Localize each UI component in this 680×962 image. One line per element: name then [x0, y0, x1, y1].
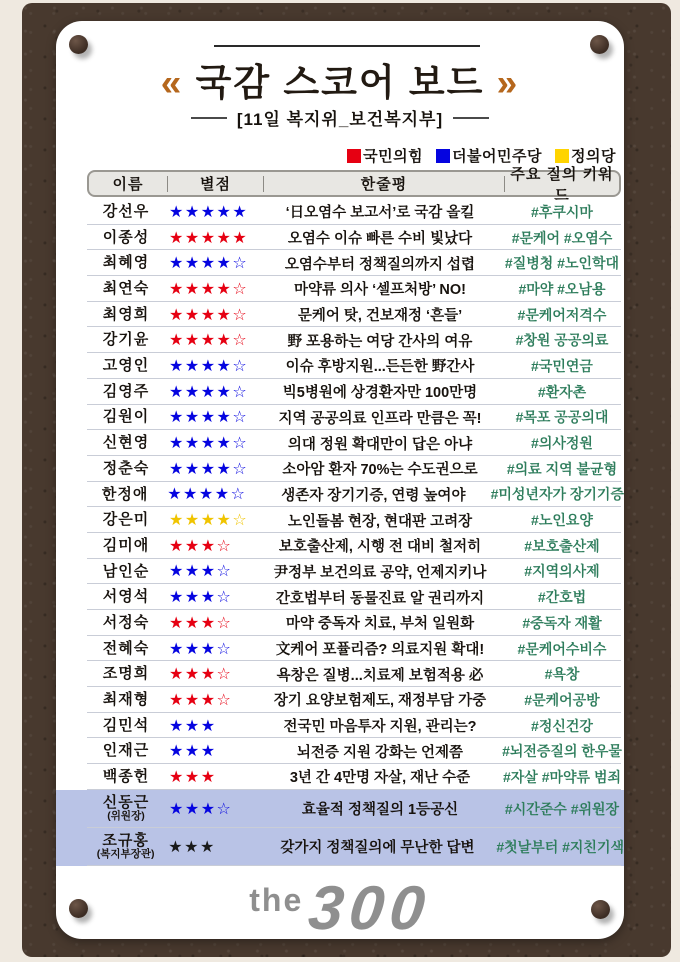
- table-row: [56, 636, 624, 662]
- table-row: [56, 379, 624, 405]
- filled-stars-icon: ★★★: [169, 640, 217, 658]
- filled-stars-icon: ★★★: [169, 768, 217, 786]
- page-title: [56, 52, 624, 106]
- member-name: 김원이: [102, 408, 150, 426]
- filled-stars-icon: ★★★★★: [169, 229, 249, 247]
- keyword-cell: #간호법: [537, 589, 587, 606]
- keyword-cell: #의료 지역 불균형: [506, 460, 618, 477]
- table-row: [56, 199, 624, 225]
- table-body: [56, 199, 624, 866]
- filled-stars-icon: ★★★: [169, 666, 217, 684]
- comment-cell: 효율적 정책질의 1등공신: [301, 802, 459, 819]
- member-name: 한정애: [101, 485, 149, 503]
- name-cell: [87, 358, 165, 374]
- member-name: 인재근: [102, 742, 150, 760]
- table-row: [56, 405, 624, 431]
- keyword-cell: #문케어저격수: [517, 306, 607, 323]
- comment-cell: 갖가지 정책질의에 무난한 답변: [280, 840, 475, 857]
- empty-star-icon: ☆: [232, 383, 249, 401]
- stars-cell: [164, 837, 258, 857]
- comment-cell: 욕창은 질병...치료제 보험적용 必: [276, 667, 484, 684]
- table-row: [56, 533, 624, 559]
- table-row: [56, 250, 624, 276]
- empty-star-icon: ☆: [232, 357, 249, 375]
- filled-stars-icon: ★★★★: [169, 357, 233, 375]
- empty-star-icon: ☆: [216, 589, 233, 607]
- name-cell: [87, 743, 165, 759]
- name-cell: [87, 641, 165, 657]
- table-row: [56, 507, 624, 533]
- member-name: 남인순: [102, 562, 150, 580]
- comment-cell: 尹정부 보건의료 공약, 언제지키나: [273, 564, 487, 581]
- keyword-cell: #후쿠시마: [531, 203, 593, 220]
- legend-label: 더불어민주당: [452, 148, 543, 165]
- legend-label: 국민의힘: [363, 148, 424, 165]
- empty-star-icon: ☆: [216, 640, 233, 658]
- comment-cell: 문케어 탓, 건보재정 ‘흔들’: [297, 308, 463, 325]
- logo-300-text: 300: [305, 874, 435, 943]
- comment-cell: 생존자 장기기증, 연령 높여야: [281, 487, 466, 504]
- empty-star-icon: ☆: [216, 691, 233, 709]
- push-pin-icon: [69, 899, 88, 918]
- filled-stars-icon: ★★★★: [169, 255, 233, 273]
- filled-stars-icon: ★★★★: [169, 512, 233, 530]
- red-square-icon: [347, 149, 361, 163]
- filled-stars-icon: ★★★: [169, 614, 217, 632]
- name-cell: [87, 769, 165, 785]
- paper-sheet: [56, 21, 624, 943]
- stars-cell: [165, 459, 260, 479]
- push-pin-icon: [591, 900, 610, 919]
- empty-star-icon: ☆: [232, 306, 249, 324]
- stars-cell: [165, 716, 260, 736]
- name-cell: [87, 461, 165, 477]
- member-name: 전혜숙: [102, 639, 150, 657]
- page-title-text: 국감 스코어 보드: [195, 62, 485, 103]
- member-name: 서정숙: [102, 613, 150, 631]
- push-pin-icon: [69, 35, 88, 54]
- table-row: [56, 430, 624, 456]
- keyword-cell: #문케어수비수: [517, 640, 607, 657]
- name-cell: [87, 666, 165, 682]
- member-role: (위원장): [107, 810, 145, 823]
- keyword-cell: #욕창: [544, 666, 580, 683]
- subtitle-left-dash: [191, 117, 227, 119]
- keyword-cell: #시간준수 #위원장: [504, 800, 620, 817]
- keyword-cell: #미성년자가 장기기증: [490, 486, 624, 503]
- name-cell: [87, 409, 165, 425]
- comment-cell: 文케어 포퓰리즘? 의료지원 확대!: [275, 642, 485, 659]
- keyword-cell: #노인요양: [531, 512, 593, 529]
- stars-cell: [165, 279, 260, 299]
- comment-cell: 노인돌봄 현장, 현대판 고려장: [287, 513, 473, 530]
- name-cell: [87, 512, 165, 528]
- filled-stars-icon: ★★★★: [169, 435, 233, 453]
- keyword-cell: #뇌전증질의 한우물: [502, 743, 622, 760]
- filled-stars-icon: ★★★★: [169, 409, 233, 427]
- keyword-cell: #지역의사제: [524, 563, 600, 580]
- name-cell: [87, 384, 165, 400]
- keyword-cell: #중독자 재활: [522, 614, 602, 631]
- stars-cell: [165, 690, 260, 710]
- table-row: [56, 482, 624, 508]
- keyword-cell: #정신건강: [531, 717, 593, 734]
- member-name: 최혜영: [102, 254, 150, 272]
- filled-stars-icon: ★★★: [169, 717, 217, 735]
- filled-stars-icon: ★★★: [169, 743, 217, 761]
- comment-cell: 오염수 이슈 빠른 수비 빛났다: [287, 231, 473, 248]
- member-name: 강선우: [102, 202, 150, 220]
- keyword-cell: #환자촌: [537, 383, 587, 400]
- stars-cell: [165, 741, 260, 761]
- member-name: 조명희: [102, 665, 150, 683]
- yellow-square-icon: [555, 149, 569, 163]
- comment-cell: 보호출산제, 시행 전 대비 철저히: [278, 539, 482, 556]
- filled-stars-icon: ★★★: [169, 537, 217, 555]
- comment-cell: 전국민 마음투자 지원, 관리는?: [283, 719, 477, 736]
- member-name: 서영석: [102, 588, 150, 606]
- table-row: [56, 302, 624, 328]
- name-cell: [87, 230, 165, 246]
- stars-cell: [163, 484, 256, 504]
- filled-stars-icon: ★★★★: [169, 306, 233, 324]
- table-row: [56, 687, 624, 713]
- stars-cell: [165, 330, 260, 350]
- table-row: [56, 828, 624, 866]
- empty-star-icon: ☆: [232, 280, 249, 298]
- stars-cell: [165, 305, 260, 325]
- empty-star-icon: ☆: [216, 800, 233, 818]
- filled-stars-icon: ★★★: [169, 563, 217, 581]
- stars-cell: [165, 767, 260, 787]
- filled-stars-icon: ★★★: [169, 691, 217, 709]
- header-keywords: 주요 질의 키워드: [510, 165, 614, 204]
- legend-item-party1: [347, 145, 423, 166]
- stars-cell: [165, 382, 260, 402]
- subtitle-right-dash: [453, 117, 489, 119]
- table-row: [56, 610, 624, 636]
- name-cell: [87, 833, 164, 860]
- comment-cell: 의대 정원 확대만이 답은 아냐: [287, 436, 473, 453]
- blue-square-icon: [436, 149, 450, 163]
- member-name: 조규홍: [102, 832, 149, 850]
- keyword-cell: #질병청 #노인학대: [504, 255, 620, 272]
- member-name: 강은미: [102, 511, 150, 529]
- keyword-cell: #문케어공방: [524, 691, 600, 708]
- stars-cell: [165, 664, 260, 684]
- stars-cell: [165, 202, 260, 222]
- comment-cell: 3년 간 4만명 자살, 재난 수준: [289, 770, 471, 787]
- member-name: 강기윤: [102, 331, 150, 349]
- table-row: [56, 661, 624, 687]
- name-cell: [87, 692, 165, 708]
- empty-star-icon: ☆: [232, 332, 249, 350]
- stars-cell: [165, 613, 260, 633]
- keyword-cell: #첫날부터 #지친기색: [496, 838, 624, 855]
- logo-the-text: the: [249, 882, 304, 918]
- member-name: 이종성: [102, 228, 150, 246]
- table-header: [87, 165, 621, 204]
- empty-star-icon: ☆: [216, 537, 233, 555]
- comment-cell: 오염수부터 정책질의까지 섭렵: [284, 256, 476, 273]
- table-row: [56, 584, 624, 610]
- keyword-cell: #마약 #오남용: [518, 280, 606, 297]
- comment-cell: 장기 요양보험제도, 재정부담 가중: [273, 693, 487, 710]
- comment-cell: 지역 공공의료 인프라 만큼은 꼭!: [278, 410, 482, 427]
- name-cell: [87, 538, 165, 554]
- empty-star-icon: ☆: [216, 666, 233, 684]
- name-cell: [87, 255, 165, 271]
- header-comment: 한줄평: [360, 176, 408, 193]
- keyword-cell: #의사정원: [531, 435, 593, 452]
- member-name: 최재형: [102, 691, 150, 709]
- empty-star-icon: ☆: [216, 614, 233, 632]
- keyword-cell: #목포 공공의대: [515, 409, 609, 426]
- filled-stars-icon: ★★★: [169, 589, 217, 607]
- empty-star-icon: ☆: [232, 409, 249, 427]
- filled-stars-icon: ★★★★★: [169, 203, 249, 221]
- title-top-rule: [214, 45, 480, 47]
- stars-cell: [165, 639, 260, 659]
- name-cell: [87, 718, 165, 734]
- table-row: [56, 790, 624, 828]
- name-cell: [87, 589, 165, 605]
- table-row: [56, 559, 624, 585]
- comment-cell: 마약 중독자 치료, 부처 일원화: [285, 616, 475, 633]
- right-guillemet-icon: »: [496, 62, 520, 103]
- member-name: 고영인: [102, 357, 150, 375]
- stars-cell: [165, 433, 260, 453]
- table-row: [56, 456, 624, 482]
- stars-cell: [165, 228, 260, 248]
- filled-stars-icon: ★★★★: [169, 460, 233, 478]
- stars-cell: [165, 536, 260, 556]
- subtitle-text: [11일 복지위_보건복지부]: [236, 110, 444, 129]
- stars-cell: [165, 253, 260, 273]
- member-name: 김영주: [102, 382, 150, 400]
- stars-cell: [165, 587, 260, 607]
- member-role: (복지부장관): [96, 848, 155, 861]
- keyword-cell: #국민연금: [531, 357, 593, 374]
- empty-star-icon: ☆: [230, 486, 247, 504]
- the300-logo: [56, 873, 624, 944]
- left-guillemet-icon: «: [160, 62, 184, 103]
- name-cell: [87, 615, 165, 631]
- table-row: [56, 353, 624, 379]
- empty-star-icon: ☆: [232, 435, 249, 453]
- member-name: 김미애: [102, 536, 150, 554]
- name-cell: [87, 435, 165, 451]
- comment-cell: 野 포용하는 여당 간사의 여유: [287, 333, 473, 350]
- header-name: 이름: [112, 176, 144, 193]
- stars-cell: [165, 407, 260, 427]
- table-row: [56, 276, 624, 302]
- keyword-cell: #문케어 #오염수: [511, 229, 613, 246]
- name-cell: [87, 281, 165, 297]
- keyword-cell: #보호출산제: [524, 537, 600, 554]
- member-name: 백종헌: [102, 768, 150, 786]
- table-row: [56, 764, 624, 790]
- member-name: 최영희: [102, 305, 150, 323]
- member-name: 김민석: [102, 716, 150, 734]
- empty-star-icon: ☆: [216, 563, 233, 581]
- stars-cell: [165, 561, 260, 581]
- keyword-cell: #창원 공공의료: [515, 332, 609, 349]
- name-cell: [87, 487, 163, 503]
- comment-cell: ‘日오염수 보고서’로 국감 올킬: [285, 205, 475, 222]
- filled-stars-icon: ★★★★: [169, 383, 233, 401]
- member-name: 신동근: [102, 794, 150, 812]
- stars-cell: [165, 510, 260, 530]
- member-name: 최연숙: [102, 280, 150, 298]
- empty-star-icon: ☆: [232, 255, 249, 273]
- name-cell: [87, 307, 165, 323]
- name-cell: [87, 204, 165, 220]
- table-row: [56, 738, 624, 764]
- comment-cell: 이슈 후방지원...든든한 野간사: [285, 359, 475, 376]
- member-name: 정춘숙: [102, 459, 150, 477]
- comment-cell: 빅5병원에 상경환자만 100만명: [282, 385, 478, 402]
- filled-stars-icon: ★★★: [169, 800, 217, 818]
- stars-cell: [165, 356, 260, 376]
- filled-stars-icon: ★★★★: [167, 486, 231, 504]
- table-row: [56, 225, 624, 251]
- name-cell: [87, 332, 165, 348]
- header-stars: 별점: [200, 176, 231, 193]
- table-row: [56, 713, 624, 739]
- name-cell: [87, 564, 165, 580]
- comment-cell: 뇌전증 지원 강화는 언제쯤: [296, 744, 464, 761]
- table-row: [56, 327, 624, 353]
- filled-stars-icon: ★★★★: [169, 332, 233, 350]
- push-pin-icon: [590, 35, 609, 54]
- filled-stars-icon: ★★★: [168, 838, 216, 856]
- filled-stars-icon: ★★★★: [169, 280, 233, 298]
- comment-cell: 소아암 환자 70%는 수도권으로: [282, 462, 478, 479]
- empty-star-icon: ☆: [232, 460, 249, 478]
- comment-cell: 마약류 의사 ‘셀프처방’ NO!: [294, 282, 466, 299]
- empty-star-icon: ☆: [232, 512, 249, 530]
- name-cell: [87, 795, 165, 822]
- comment-cell: 간호법부터 동물진료 알 권리까지: [275, 590, 485, 607]
- legend-label: 정의당: [571, 148, 616, 165]
- subtitle-row: [56, 105, 624, 130]
- stars-cell: [165, 799, 260, 819]
- keyword-cell: #자살 #마약류 범죄: [502, 768, 622, 785]
- member-name: 신현영: [102, 434, 150, 452]
